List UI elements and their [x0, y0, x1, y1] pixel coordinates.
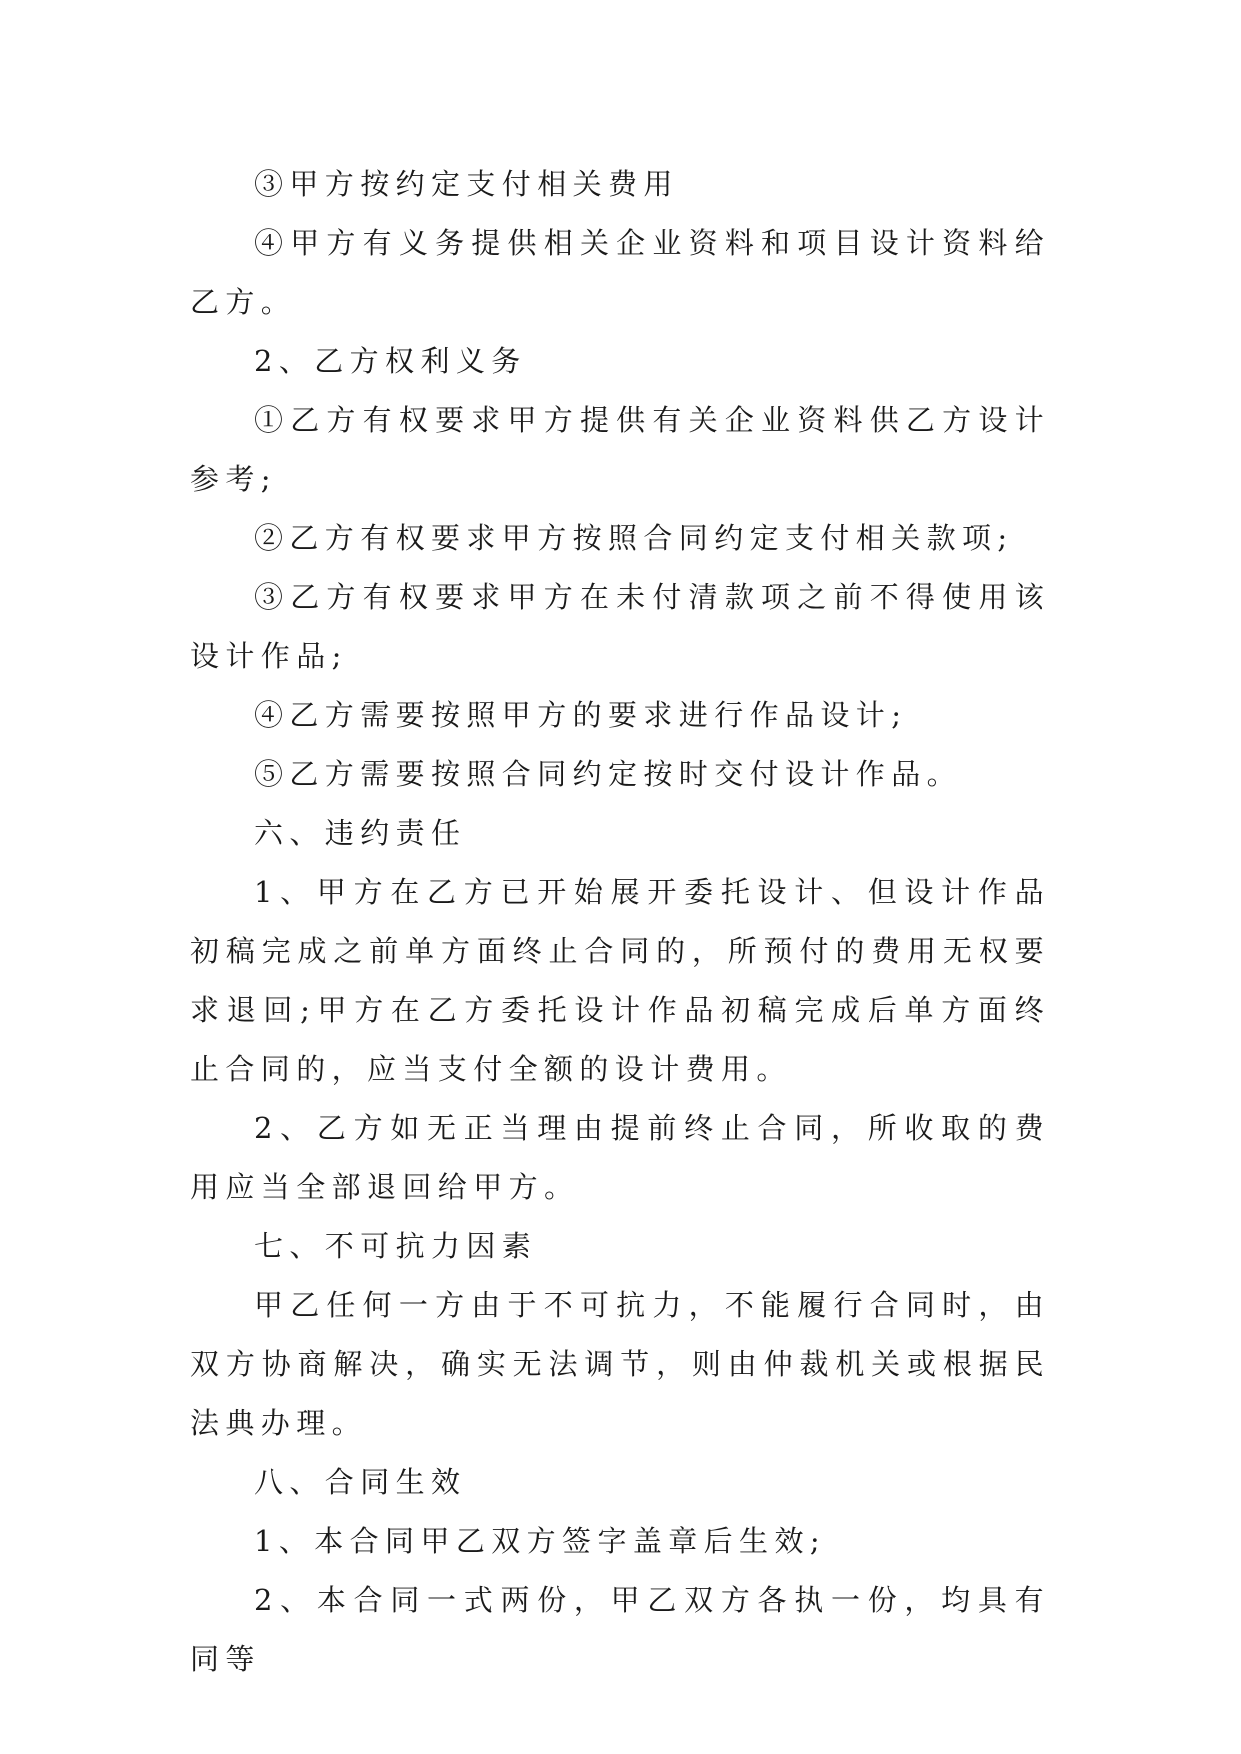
clause-party-a-provide-materials: ④甲方有义务提供相关企业资料和项目设计资料给乙方。: [190, 226, 1050, 319]
clause-effect-copies: 2、本合同一式两份，甲乙双方各执一份，均具有同等: [190, 1583, 1050, 1676]
clause-party-a-payment: ③甲方按约定支付相关费用: [254, 167, 679, 201]
clause-breach-party-b: 2、乙方如无正当理由提前终止合同，所收取的费用应当全部退回给甲方。: [190, 1111, 1050, 1204]
clause-party-b-design-per-request: ④乙方需要按照甲方的要求进行作品设计;: [254, 698, 908, 732]
clause-breach-party-a: 1、甲方在乙方已开始展开委托设计、但设计作品初稿完成之前单方面终止合同的，所预付的费用无权要求退回;甲方在乙方委托设计作品初稿完成后单方面终止合同的，应当支付全额的设计费用。: [190, 875, 1050, 1086]
clause-force-majeure: 甲乙任何一方由于不可抗力，不能履行合同时，由双方协商解决，确实无法调节，则由仲裁机关或根据民法典办理。: [190, 1288, 1050, 1440]
clause-party-b-request-payment: ②乙方有权要求甲方按照合同约定支付相关款项;: [254, 521, 1014, 555]
section-heading-breach-liability: 六、违约责任: [254, 816, 467, 850]
clause-party-b-usage-restriction: ③乙方有权要求甲方在未付清款项之前不得使用该设计作品;: [190, 580, 1050, 673]
section-heading-party-b-rights: 2、乙方权利义务: [254, 344, 527, 378]
clause-party-b-request-materials: ①乙方有权要求甲方提供有关企业资料供乙方设计参考;: [190, 403, 1050, 496]
clause-party-b-timely-delivery: ⑤乙方需要按照合同约定按时交付设计作品。: [254, 757, 963, 791]
document-body: [190, 155, 1050, 1689]
clause-effect-signing: 1、本合同甲乙双方签字盖章后生效;: [254, 1524, 827, 1558]
section-heading-force-majeure: 七、不可抗力因素: [254, 1229, 538, 1263]
section-heading-contract-effect: 八、合同生效: [254, 1465, 467, 1499]
